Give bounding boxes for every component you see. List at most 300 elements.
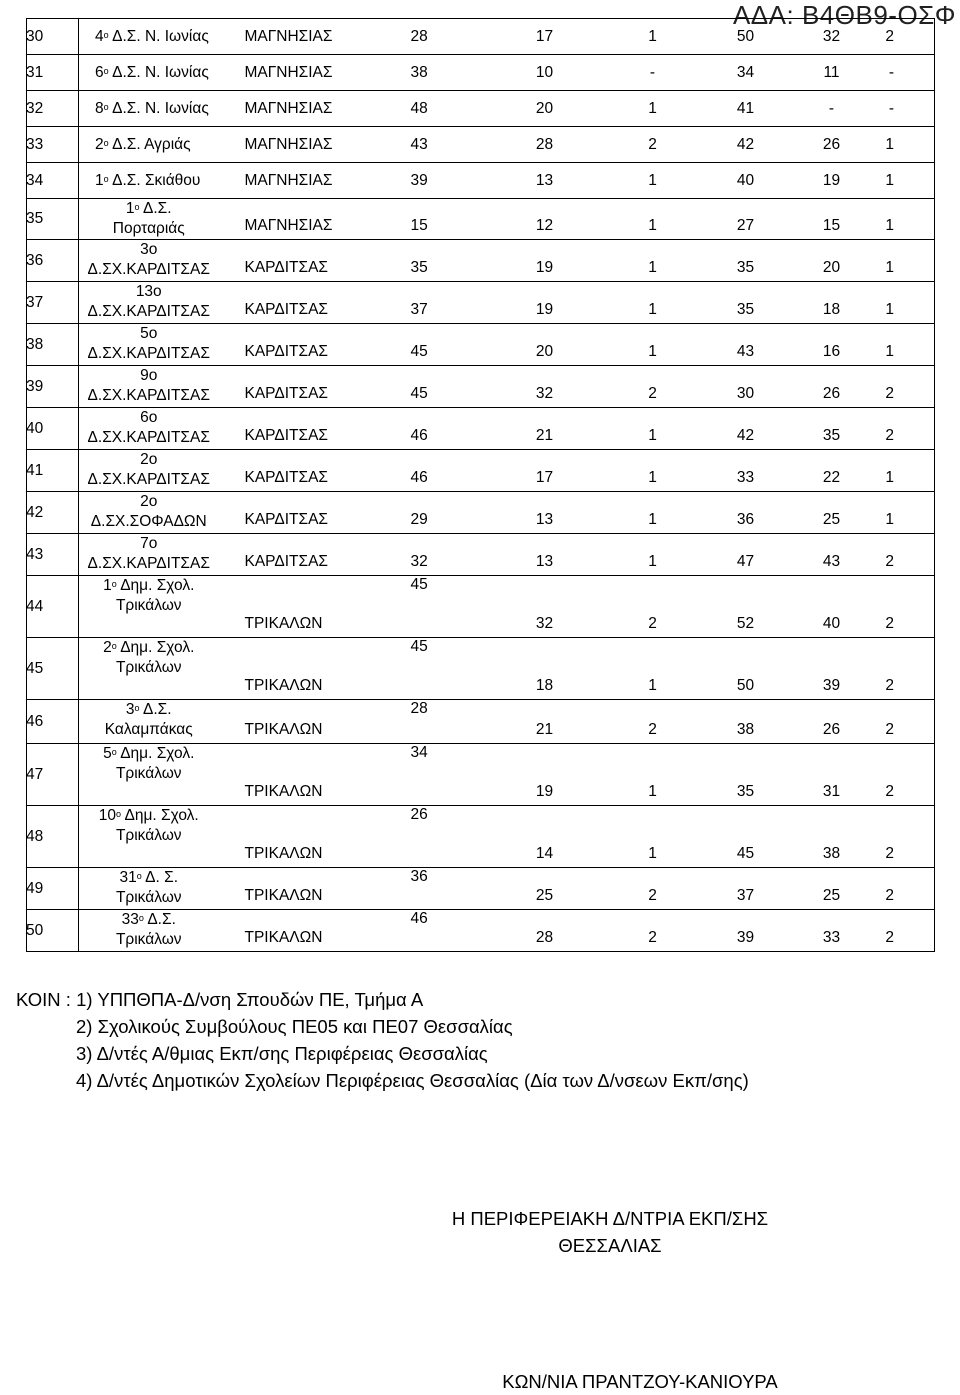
school-order: 5	[103, 745, 112, 762]
value-cell-a	[367, 324, 487, 366]
school-name	[79, 324, 219, 364]
school-name	[79, 534, 219, 574]
school-line-2: Τρικάλων	[115, 597, 182, 614]
prefecture: ΚΑΡΔΙΤΣΑΣ	[244, 259, 328, 276]
school-order: 2	[103, 639, 112, 656]
school-line-1	[79, 366, 219, 386]
prefecture: ΜΑΓΝΗΣΙΑΣ	[244, 217, 333, 234]
value-cell-f	[875, 282, 935, 324]
value-cell-a	[367, 19, 487, 55]
value-d: 35	[736, 259, 755, 276]
value-cell-d	[703, 450, 789, 492]
value-cell-f	[875, 55, 935, 91]
value-a: 36	[410, 868, 428, 885]
row-number: 47	[26, 765, 44, 783]
school-line-2: Δ.ΣΧ.ΚΑΡΔΙΤΣΑΣ	[87, 387, 210, 404]
value-b: 19	[535, 783, 554, 800]
value-a: 28	[410, 27, 428, 45]
value-cell-c	[603, 282, 703, 324]
value-e: 26	[822, 135, 841, 153]
value-cell-a	[367, 576, 487, 638]
value-b: 17	[535, 27, 554, 45]
row-number: 32	[26, 99, 44, 117]
school-line-2: Δ.ΣΧ.ΚΑΡΔΙΤΣΑΣ	[87, 303, 210, 320]
school-line-2: Δ.ΣΧ.ΚΑΡΔΙΤΣΑΣ	[87, 429, 210, 446]
value-cell-f	[875, 324, 935, 366]
value-e: 26	[822, 385, 841, 402]
value-f: 1	[885, 171, 894, 189]
row-number-cell	[27, 450, 79, 492]
row-number-cell	[27, 492, 79, 534]
value-d: 42	[736, 135, 755, 153]
value-b: 21	[535, 427, 554, 444]
school-line-1	[79, 324, 219, 344]
table-row	[27, 324, 935, 366]
school-name	[79, 806, 219, 846]
value-cell-e	[789, 806, 875, 868]
school-order: 2	[95, 135, 104, 153]
table-row	[27, 91, 935, 127]
school-order: 1	[103, 577, 112, 594]
value-f: 2	[885, 553, 894, 570]
value-cell-d	[703, 744, 789, 806]
row-number: 33	[26, 135, 44, 153]
prefecture-cell	[219, 408, 367, 450]
value-a: 26	[410, 806, 428, 823]
value-c: 1	[648, 469, 657, 486]
value-d: 40	[736, 171, 755, 189]
value-cell-d	[703, 199, 789, 240]
prefecture-cell	[219, 163, 367, 199]
table-row	[27, 450, 935, 492]
value-cell-d	[703, 534, 789, 576]
value-cell-d	[703, 163, 789, 199]
value-d: 43	[736, 343, 755, 360]
value-a: 29	[410, 511, 428, 528]
value-cell-f	[875, 534, 935, 576]
value-cell-b	[487, 408, 603, 450]
value-b: 13	[535, 171, 554, 189]
school-label-1: Δ.Σ.	[143, 200, 172, 217]
value-cell-d	[703, 638, 789, 700]
value-d: 50	[736, 677, 755, 694]
value-b: 14	[535, 845, 554, 862]
table-row	[27, 868, 935, 910]
table-row	[27, 576, 935, 638]
value-f: 1	[885, 259, 894, 276]
school-label-1: Δημ. Σχολ.	[120, 577, 195, 594]
prefecture-cell	[219, 366, 367, 408]
value-d: 36	[736, 511, 755, 528]
value-f: 2	[885, 677, 894, 694]
school-name	[79, 282, 219, 322]
school-name	[79, 492, 219, 532]
table-row	[27, 744, 935, 806]
table-row	[27, 366, 935, 408]
value-cell-e	[789, 240, 875, 282]
schools-table	[26, 18, 935, 952]
prefecture: ΜΑΓΝΗΣΙΑΣ	[244, 171, 333, 189]
prefecture: ΚΑΡΔΙΤΣΑΣ	[244, 553, 328, 570]
value-cell-d	[703, 366, 789, 408]
value-cell-d	[703, 91, 789, 127]
school-cell	[79, 910, 219, 952]
school-order-sup: ο	[111, 747, 117, 757]
prefecture-cell	[219, 282, 367, 324]
value-cell-e	[789, 282, 875, 324]
value-f: 2	[885, 929, 894, 946]
value-cell-d	[703, 55, 789, 91]
prefecture-cell	[219, 910, 367, 952]
school-line-1	[79, 806, 219, 826]
school-cell	[79, 744, 219, 806]
value-cell-b	[487, 240, 603, 282]
table-row	[27, 700, 935, 744]
school-cell	[79, 534, 219, 576]
value-cell-f	[875, 910, 935, 952]
value-e: 38	[822, 845, 841, 862]
value-e: 25	[822, 511, 841, 528]
school-line-2: Δ.ΣΧ.ΚΑΡΔΙΤΣΑΣ	[87, 261, 210, 278]
school-name	[79, 408, 219, 448]
value-f: 2	[885, 427, 894, 444]
school-label-1: Δ.Σ.	[143, 701, 172, 718]
value-b: 21	[535, 721, 554, 738]
table-row	[27, 910, 935, 952]
value-a: 46	[410, 469, 428, 486]
school-order-sup: ο	[103, 101, 109, 112]
value-a: 46	[410, 910, 428, 927]
school-line-2: Δ.ΣΧ.ΚΑΡΔΙΤΣΑΣ	[87, 471, 210, 488]
value-cell-a	[367, 127, 487, 163]
value-b: 13	[535, 553, 554, 570]
koin-line-4: 4) Δ/ντές Δημοτικών Σχολείων Περιφέρειας Θεσσαλίας (Δία των Δ/νσεων Εκπ/σης)	[76, 1070, 749, 1091]
value-cell-b	[487, 55, 603, 91]
value-f: 1	[885, 343, 894, 360]
school-label-1: Δημ. Σχολ.	[120, 639, 195, 656]
value-cell-d	[703, 240, 789, 282]
value-cell-d	[703, 127, 789, 163]
value-e: 22	[822, 469, 841, 486]
value-cell-a	[367, 700, 487, 744]
school-label-1: 13ο	[135, 283, 162, 300]
row-number: 41	[26, 461, 44, 479]
value-d: 39	[736, 929, 755, 946]
school-order-sup: ο	[103, 29, 109, 40]
value-cell-c	[603, 638, 703, 700]
prefecture-cell	[219, 492, 367, 534]
value-cell-e	[789, 910, 875, 952]
table-row	[27, 55, 935, 91]
value-d: 45	[736, 845, 755, 862]
row-number: 34	[26, 171, 44, 189]
value-cell-c	[603, 324, 703, 366]
value-cell-c	[603, 240, 703, 282]
value-cell-c	[603, 576, 703, 638]
school-name	[79, 240, 219, 280]
table-row	[27, 240, 935, 282]
row-number-cell	[27, 408, 79, 450]
value-d: 42	[736, 427, 755, 444]
table-row	[27, 19, 935, 55]
value-cell-f	[875, 576, 935, 638]
school-name	[79, 99, 219, 119]
school-line-1	[79, 492, 219, 512]
prefecture: ΚΑΡΔΙΤΣΑΣ	[244, 511, 328, 528]
prefecture: ΚΑΡΔΙΤΣΑΣ	[244, 343, 328, 360]
value-e: 26	[822, 721, 841, 738]
school-cell	[79, 806, 219, 868]
school-order-sup: ο	[116, 809, 122, 819]
value-cell-a	[367, 638, 487, 700]
prefecture-cell	[219, 450, 367, 492]
value-cell-a	[367, 163, 487, 199]
prefecture: ΤΡΙΚΑΛΩΝ	[244, 615, 323, 632]
value-f: 1	[885, 469, 894, 486]
value-c: 1	[648, 301, 657, 318]
school-name	[79, 135, 219, 155]
value-cell-b	[487, 199, 603, 240]
value-a: 45	[410, 576, 428, 593]
school-cell	[79, 282, 219, 324]
value-cell-f	[875, 806, 935, 868]
value-cell-b	[487, 91, 603, 127]
value-cell-b	[487, 19, 603, 55]
value-c: 1	[648, 553, 657, 570]
value-cell-c	[603, 806, 703, 868]
value-c: -	[649, 63, 656, 81]
value-c: 1	[648, 259, 657, 276]
value-cell-d	[703, 868, 789, 910]
value-cell-e	[789, 534, 875, 576]
value-cell-c	[603, 700, 703, 744]
value-cell-d	[703, 19, 789, 55]
value-cell-f	[875, 366, 935, 408]
value-a: 45	[410, 638, 428, 655]
school-name	[79, 450, 219, 490]
school-line-1	[79, 700, 219, 720]
value-cell-b	[487, 450, 603, 492]
row-number: 36	[26, 251, 44, 269]
value-cell-b	[487, 163, 603, 199]
value-cell-e	[789, 366, 875, 408]
value-a: 46	[410, 427, 428, 444]
row-number: 43	[26, 545, 44, 563]
school-label-1: 2ο	[140, 451, 158, 468]
value-cell-b	[487, 576, 603, 638]
value-cell-b	[487, 744, 603, 806]
prefecture: ΤΡΙΚΑΛΩΝ	[244, 677, 323, 694]
school-label-1: Δ.Σ.	[147, 911, 176, 928]
value-cell-e	[789, 492, 875, 534]
school-order-sup: ο	[138, 913, 144, 923]
value-cell-e	[789, 576, 875, 638]
value-cell-f	[875, 868, 935, 910]
table-row	[27, 199, 935, 240]
value-cell-b	[487, 700, 603, 744]
value-e: 32	[822, 27, 841, 45]
school-line-2: Δ.ΣΧ.ΚΑΡΔΙΤΣΑΣ	[87, 345, 210, 362]
school-order: 10	[98, 807, 117, 824]
row-number-cell	[27, 576, 79, 638]
value-a: 28	[410, 700, 428, 717]
prefecture-cell	[219, 127, 367, 163]
value-d: 27	[736, 217, 755, 234]
school-name	[79, 868, 219, 908]
school-order-sup: ο	[103, 173, 109, 184]
value-e: 20	[822, 259, 841, 276]
value-d: 52	[736, 615, 755, 632]
value-cell-f	[875, 700, 935, 744]
prefecture-cell	[219, 806, 367, 868]
value-cell-e	[789, 163, 875, 199]
prefecture: ΚΑΡΔΙΤΣΑΣ	[244, 427, 328, 444]
school-label-1: 3ο	[140, 241, 158, 258]
value-f: 1	[885, 135, 894, 153]
value-cell-e	[789, 199, 875, 240]
school-cell	[79, 492, 219, 534]
school-label-1: Δημ. Σχολ.	[124, 807, 199, 824]
value-cell-b	[487, 324, 603, 366]
table-row	[27, 534, 935, 576]
value-cell-e	[789, 127, 875, 163]
school-line-1	[79, 868, 219, 888]
value-e: 16	[822, 343, 841, 360]
school-order: 4	[95, 27, 104, 45]
value-cell-c	[603, 868, 703, 910]
value-cell-c	[603, 534, 703, 576]
row-number-cell	[27, 534, 79, 576]
value-b: 19	[535, 259, 554, 276]
value-cell-c	[603, 127, 703, 163]
row-number: 45	[26, 659, 44, 677]
value-cell-d	[703, 806, 789, 868]
value-cell-f	[875, 127, 935, 163]
value-cell-f	[875, 638, 935, 700]
row-number-cell	[27, 199, 79, 240]
value-e: 25	[822, 887, 841, 904]
value-f: 2	[885, 845, 894, 862]
school-line-2: Δ.ΣΧ.ΣΟΦΑΔΩΝ	[90, 513, 207, 530]
school-order: 1	[95, 171, 104, 189]
row-number-cell	[27, 366, 79, 408]
value-cell-e	[789, 450, 875, 492]
value-cell-a	[367, 91, 487, 127]
school-cell	[79, 408, 219, 450]
prefecture-cell	[219, 19, 367, 55]
value-d: 37	[736, 887, 755, 904]
value-cell-c	[603, 19, 703, 55]
school-cell	[79, 576, 219, 638]
prefecture-cell	[219, 868, 367, 910]
value-a: 34	[410, 744, 428, 761]
value-d: 41	[736, 99, 755, 117]
value-e: -	[828, 99, 835, 117]
value-c: 1	[648, 217, 657, 234]
value-cell-e	[789, 700, 875, 744]
school-label-1: 2ο	[140, 493, 158, 510]
value-e: 40	[822, 615, 841, 632]
value-f: 1	[885, 511, 894, 528]
table-row	[27, 163, 935, 199]
value-c: 1	[648, 783, 657, 800]
value-cell-c	[603, 408, 703, 450]
value-cell-f	[875, 744, 935, 806]
school-line-2: Πορταριάς	[112, 220, 185, 237]
value-cell-c	[603, 910, 703, 952]
school-cell	[79, 324, 219, 366]
value-c: 2	[648, 721, 657, 738]
prefecture: ΚΑΡΔΙΤΣΑΣ	[244, 301, 328, 318]
value-a: 32	[410, 553, 428, 570]
school-order: 3	[125, 701, 135, 718]
row-number: 50	[26, 921, 44, 939]
school-name	[79, 27, 219, 47]
value-b: 18	[535, 677, 554, 694]
value-cell-e	[789, 19, 875, 55]
school-cell	[79, 199, 219, 240]
prefecture-cell	[219, 324, 367, 366]
value-c: 2	[648, 887, 657, 904]
value-d: 33	[736, 469, 755, 486]
value-f: 2	[885, 721, 894, 738]
row-number: 37	[26, 293, 44, 311]
value-a: 48	[410, 99, 428, 117]
row-number: 49	[26, 879, 44, 897]
row-number: 30	[26, 27, 44, 45]
value-c: 2	[648, 135, 657, 153]
value-d: 30	[736, 385, 755, 402]
prefecture: ΜΑΓΝΗΣΙΑΣ	[244, 99, 333, 117]
value-cell-f	[875, 199, 935, 240]
prefecture-cell	[219, 744, 367, 806]
value-cell-f	[875, 163, 935, 199]
row-number-cell	[27, 806, 79, 868]
prefecture: ΤΡΙΚΑΛΩΝ	[244, 887, 323, 904]
row-number-cell	[27, 55, 79, 91]
value-cell-d	[703, 700, 789, 744]
school-order-sup: ο	[103, 65, 109, 76]
value-cell-a	[367, 868, 487, 910]
row-number-cell	[27, 910, 79, 952]
value-cell-c	[603, 55, 703, 91]
school-line-2: Τρικάλων	[115, 931, 182, 948]
prefecture-cell	[219, 638, 367, 700]
value-f: 2	[885, 887, 894, 904]
row-number-cell	[27, 638, 79, 700]
school-cell	[79, 240, 219, 282]
table-row	[27, 492, 935, 534]
table-row	[27, 127, 935, 163]
value-c: 2	[648, 385, 657, 402]
school-line-1	[79, 534, 219, 554]
value-cell-d	[703, 576, 789, 638]
value-b: 20	[535, 343, 554, 360]
school-order: 31	[119, 869, 137, 886]
value-c: 1	[648, 677, 657, 694]
value-b: 12	[535, 217, 554, 234]
value-f: 2	[885, 783, 894, 800]
value-f: 1	[885, 217, 894, 234]
value-cell-b	[487, 282, 603, 324]
value-b: 17	[535, 469, 554, 486]
value-c: 1	[648, 171, 657, 189]
value-cell-a	[367, 744, 487, 806]
school-line-2: Τρικάλων	[115, 889, 182, 906]
row-number: 31	[26, 63, 44, 81]
school-label: Δ.Σ. Ν. Ιωνίας	[112, 99, 209, 117]
koin-line-2: 2) Σχολικούς Συμβούλους ΠΕ05 και ΠΕ07 Θεσσαλίας	[76, 1016, 513, 1037]
